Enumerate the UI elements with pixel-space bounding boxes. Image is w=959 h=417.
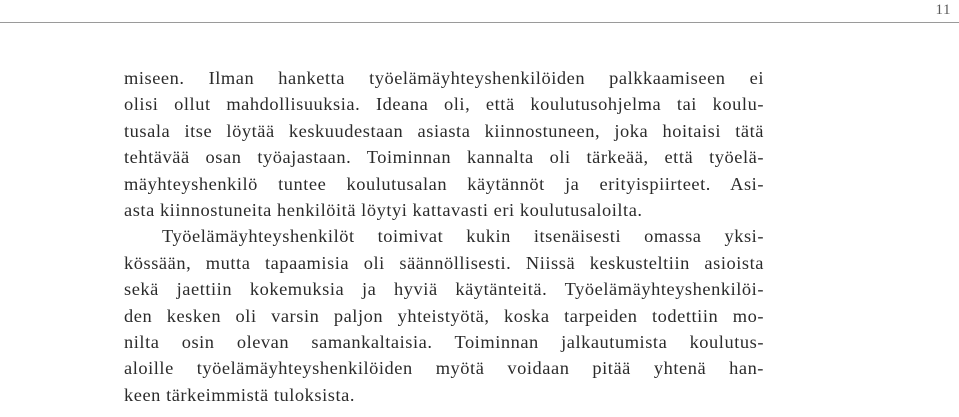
text-line: tusala itse löytää keskuudestaan asiasta kiinnostuneen, joka hoitaisi tätä bbox=[124, 120, 764, 141]
text-line: sekä jaettiin kokemuksia ja hyviä käytänteitä. Työelämäyhteyshenkilöi- bbox=[124, 279, 764, 300]
text-line: kössään, mutta tapaamisia oli säännöllisesti. Niissä keskusteltiin asioista bbox=[124, 252, 764, 273]
text-line: tehtävää osan työajastaan. Toiminnan kannalta oli tärkeää, että työelä- bbox=[124, 147, 764, 168]
text-line: den kesken oli varsin paljon yhteistyötä, koska tarpeiden todettiin mo- bbox=[124, 305, 764, 326]
header-rule bbox=[0, 22, 959, 23]
text-line: miseen. Ilman hanketta työelämäyhteyshenkilöiden palkkaamiseen ei bbox=[124, 68, 764, 88]
text-line: aloille työelämäyhteyshenkilöiden myötä voidaan pitää yhtenä han- bbox=[124, 358, 764, 379]
text-line: olisi ollut mahdollisuuksia. Ideana oli, että koulutusohjelma tai koulu- bbox=[124, 94, 764, 115]
text-line: Työelämäyhteyshenkilöt toimivat kukin itsenäisesti omassa yksi- bbox=[162, 226, 764, 247]
text-line: keen tärkeimmistä tuloksista. bbox=[124, 384, 355, 405]
text-line: asta kiinnostuneita henkilöitä löytyi kattavasti eri koulutusaloilta. bbox=[124, 199, 643, 220]
text-line: nilta osin olevan samankaltaisia. Toiminnan jalkautumista koulutus- bbox=[124, 331, 764, 352]
body-text bbox=[124, 65, 764, 408]
text-line: mäyhteyshenkilö tuntee koulutusalan käytännöt ja erityispiirteet. Asi- bbox=[124, 173, 764, 194]
page-number: 11 bbox=[935, 2, 951, 18]
